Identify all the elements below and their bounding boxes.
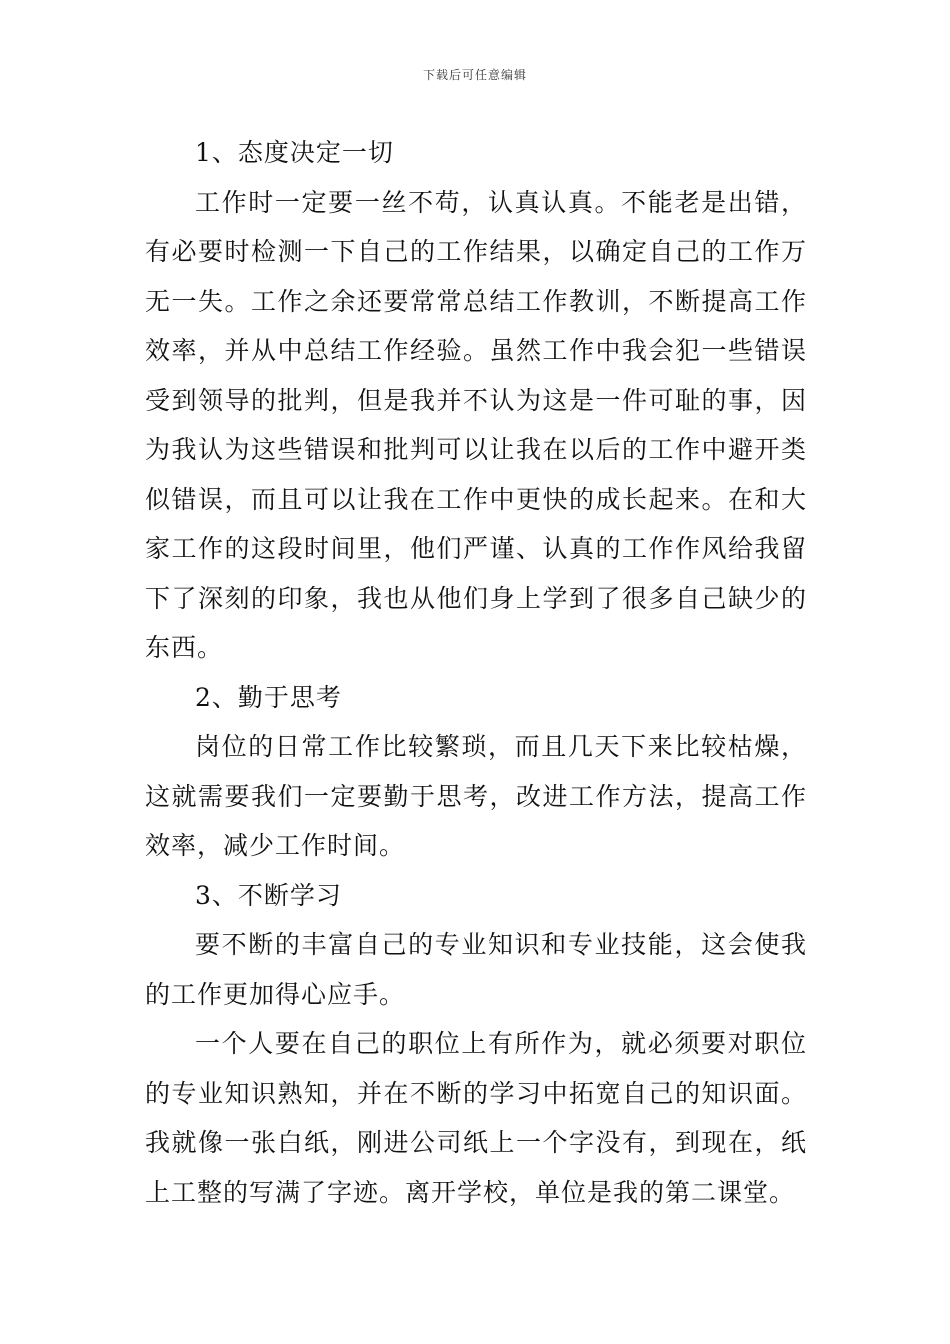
document-body xyxy=(145,128,807,1217)
paragraph-learning: 要不断的丰富自己的专业知识和专业技能，这会使我的工作更加得心应手。 xyxy=(145,930,807,1009)
paragraph-thinking: 岗位的日常工作比较繁琐，而且几天下来比较枯燥，这就需要我们一定要勤于思考，改进工作方法，提高工作效率，减少工作时间。 xyxy=(145,732,807,860)
paragraph-attitude: 工作时一定要一丝不苟，认真认真。不能老是出错，有必要时检测一下自己的工作结果，以确定自己的工作万无一失。工作之余还要常常总结工作教训，不断提高工作效率，并从中总结工作经验。虽然工作中我会犯一些错误受到领导的批判，但是我并不认为这是一件可耻的事，因为我认为这些错误和批判可以让我在以后的工作中避开类似错误，而且可以让我在工作中更快的成长起来。在和大家工作的这段时间里，他们严谨、认真的工作作风给我留下了深刻的印象，我也从他们身上学到了很多自己缺少的东西。 xyxy=(145,187,807,662)
paragraph-position: 一个人要在自己的职位上有所作为，就必须要对职位的专业知识熟知，并在不断的学习中拓宽自己的知识面。我就像一张白纸，刚进公司纸上一个字没有，到现在，纸上工整的写满了字迹。离开学校，单位是我的第二课堂。 xyxy=(145,1029,807,1207)
page-header-note: 下载后可任意编辑 xyxy=(422,68,527,82)
section-heading-learning: 3、不断学习 xyxy=(195,880,342,910)
section-heading-attitude: 1、态度决定一切 xyxy=(195,138,394,167)
section-heading-thinking: 2、勤于思考 xyxy=(195,682,342,712)
